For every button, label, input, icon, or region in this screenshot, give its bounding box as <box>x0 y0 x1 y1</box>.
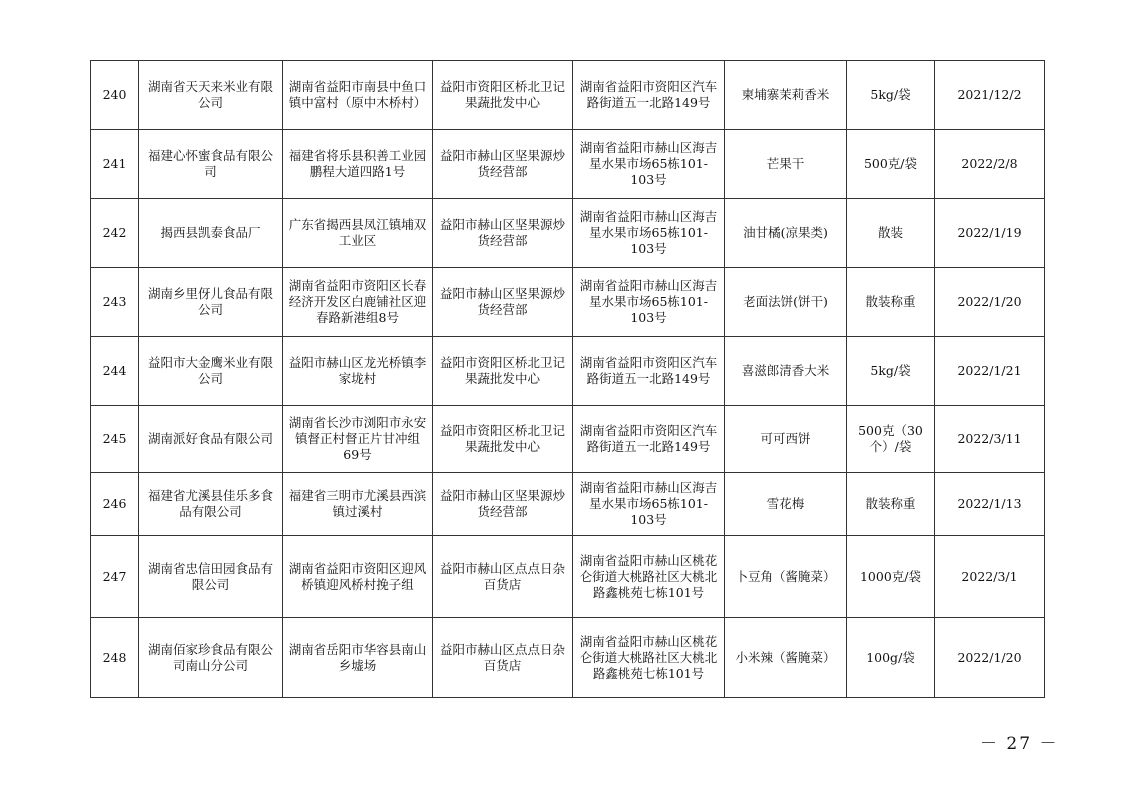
seller-address-cell: 湖南省益阳市赫山区桃花仑街道大桃路社区大桃北路鑫桃苑七栋101号 <box>573 536 725 618</box>
row-number-cell: 242 <box>91 199 139 268</box>
producer-name-cell: 福建心怀蜜食品有限公司 <box>139 130 283 199</box>
producer-address-cell: 湖南省益阳市资阳区长春经济开发区白鹿铺社区迎春路新港组8号 <box>283 268 433 337</box>
row-number-cell: 244 <box>91 337 139 406</box>
product-name-cell: 卜豆角（酱腌菜） <box>725 536 847 618</box>
table-row <box>91 199 1045 268</box>
table-row <box>91 473 1045 536</box>
producer-address-cell: 益阳市赫山区龙光桥镇李家垅村 <box>283 337 433 406</box>
seller-name-cell: 益阳市赫山区点点日杂百货店 <box>433 618 573 698</box>
producer-name-cell: 益阳市大金鹰米业有限公司 <box>139 337 283 406</box>
producer-address-cell: 湖南省岳阳市华容县南山乡墟场 <box>283 618 433 698</box>
row-number-cell: 243 <box>91 268 139 337</box>
producer-address-cell: 福建省三明市尤溪县西滨镇过溪村 <box>283 473 433 536</box>
seller-name-cell: 益阳市资阳区桥北卫记果蔬批发中心 <box>433 337 573 406</box>
seller-name-cell: 益阳市赫山区坚果源炒货经营部 <box>433 268 573 337</box>
table-row <box>91 268 1045 337</box>
specification-cell: 500克/袋 <box>847 130 935 199</box>
producer-name-cell: 湖南佰家珍食品有限公司南山分公司 <box>139 618 283 698</box>
seller-name-cell: 益阳市赫山区坚果源炒货经营部 <box>433 199 573 268</box>
table-row <box>91 337 1045 406</box>
seller-name-cell: 益阳市资阳区桥北卫记果蔬批发中心 <box>433 406 573 473</box>
producer-address-cell: 湖南省长沙市浏阳市永安镇督正村督正片甘冲组69号 <box>283 406 433 473</box>
seller-name-cell: 益阳市赫山区坚果源炒货经营部 <box>433 130 573 199</box>
seller-name-cell: 益阳市资阳区桥北卫记果蔬批发中心 <box>433 61 573 130</box>
production-date-cell: 2022/1/21 <box>935 337 1045 406</box>
producer-address-cell: 福建省将乐县积善工业园鹏程大道四路1号 <box>283 130 433 199</box>
specification-cell: 散装称重 <box>847 268 935 337</box>
producer-address-cell: 湖南省益阳市南县中鱼口镇中富村（原中木桥村） <box>283 61 433 130</box>
row-number-cell: 247 <box>91 536 139 618</box>
producer-name-cell: 湖南省天天来米业有限公司 <box>139 61 283 130</box>
specification-cell: 1000克/袋 <box>847 536 935 618</box>
seller-address-cell: 湖南省益阳市资阳区汽车路街道五一北路149号 <box>573 61 725 130</box>
product-name-cell: 芒果干 <box>725 130 847 199</box>
table-row <box>91 130 1045 199</box>
producer-name-cell: 湖南省忠信田园食品有限公司 <box>139 536 283 618</box>
producer-address-cell: 广东省揭西县凤江镇埔双工业区 <box>283 199 433 268</box>
seller-address-cell: 湖南省益阳市赫山区海吉星水果市场65栋101-103号 <box>573 199 725 268</box>
product-name-cell: 可可西饼 <box>725 406 847 473</box>
product-name-cell: 老面法饼(饼干) <box>725 268 847 337</box>
product-name-cell: 小米辣（酱腌菜） <box>725 618 847 698</box>
specification-cell: 100g/袋 <box>847 618 935 698</box>
product-name-cell: 喜滋郎清香大米 <box>725 337 847 406</box>
producer-name-cell: 揭西县凯泰食品厂 <box>139 199 283 268</box>
row-number-cell: 246 <box>91 473 139 536</box>
row-number-cell: 240 <box>91 61 139 130</box>
specification-cell: 散装称重 <box>847 473 935 536</box>
row-number-cell: 241 <box>91 130 139 199</box>
specification-cell: 500克（30个）/袋 <box>847 406 935 473</box>
specification-cell: 5kg/袋 <box>847 337 935 406</box>
seller-name-cell: 益阳市赫山区坚果源炒货经营部 <box>433 473 573 536</box>
specification-cell: 散装 <box>847 199 935 268</box>
inspection-table <box>90 60 1045 698</box>
producer-name-cell: 福建省尤溪县佳乐多食品有限公司 <box>139 473 283 536</box>
table-row <box>91 61 1045 130</box>
page-number: － 27 － <box>980 734 1059 754</box>
production-date-cell: 2022/1/20 <box>935 618 1045 698</box>
seller-address-cell: 湖南省益阳市赫山区海吉星水果市场65栋101-103号 <box>573 473 725 536</box>
row-number-cell: 245 <box>91 406 139 473</box>
row-number-cell: 248 <box>91 618 139 698</box>
seller-address-cell: 湖南省益阳市资阳区汽车路街道五一北路149号 <box>573 337 725 406</box>
production-date-cell: 2022/1/13 <box>935 473 1045 536</box>
producer-address-cell: 湖南省益阳市资阳区迎风桥镇迎风桥村挽子组 <box>283 536 433 618</box>
seller-name-cell: 益阳市赫山区点点日杂百货店 <box>433 536 573 618</box>
product-name-cell: 油甘橘(凉果类) <box>725 199 847 268</box>
table-row <box>91 406 1045 473</box>
production-date-cell: 2022/1/20 <box>935 268 1045 337</box>
table-row <box>91 536 1045 618</box>
producer-name-cell: 湖南乡里伢儿食品有限公司 <box>139 268 283 337</box>
producer-name-cell: 湖南派好食品有限公司 <box>139 406 283 473</box>
product-name-cell: 柬埔寨茉莉香米 <box>725 61 847 130</box>
production-date-cell: 2022/2/8 <box>935 130 1045 199</box>
seller-address-cell: 湖南省益阳市赫山区桃花仑街道大桃路社区大桃北路鑫桃苑七栋101号 <box>573 618 725 698</box>
product-name-cell: 雪花梅 <box>725 473 847 536</box>
specification-cell: 5kg/袋 <box>847 61 935 130</box>
production-date-cell: 2021/12/2 <box>935 61 1045 130</box>
table-body <box>91 61 1045 698</box>
seller-address-cell: 湖南省益阳市赫山区海吉星水果市场65栋101-103号 <box>573 268 725 337</box>
production-date-cell: 2022/3/1 <box>935 536 1045 618</box>
seller-address-cell: 湖南省益阳市资阳区汽车路街道五一北路149号 <box>573 406 725 473</box>
production-date-cell: 2022/1/19 <box>935 199 1045 268</box>
table-row <box>91 618 1045 698</box>
seller-address-cell: 湖南省益阳市赫山区海吉星水果市场65栋101-103号 <box>573 130 725 199</box>
production-date-cell: 2022/3/11 <box>935 406 1045 473</box>
